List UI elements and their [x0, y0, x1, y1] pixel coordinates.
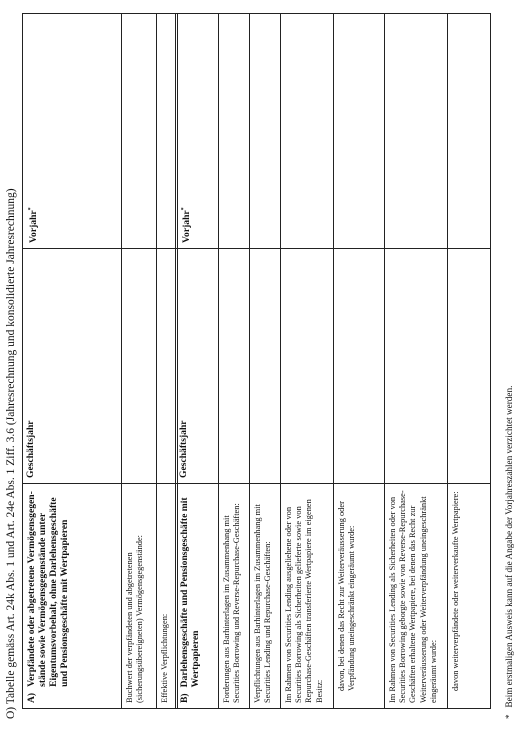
- table-b: [175, 13, 491, 709]
- section-b-cell-prior: [448, 14, 491, 249]
- section-b-row-label-sub: [334, 484, 385, 709]
- table-a-header-row: [23, 14, 122, 709]
- section-a-row-label: Buchwert der verpfändeten und abgetretenen (sicherungsübereigneten) Vermögensgegenstände:: [122, 484, 157, 709]
- section-a-row-label: Effektive Verpflichtungen:: [157, 484, 178, 709]
- section-a-heading-text: Verpfändete oder abgetretene Vermögensgegen-stände sowie Vermögensgegenstände unter Eigentumsvorbehalt, ohne Darlehensgeschäfte und Pensionsgeschäfte mit Wertpapieren: [26, 491, 70, 687]
- table-row: [281, 14, 334, 709]
- section-b-cell-prior: [250, 14, 281, 249]
- footnote-text: Beim erstmaligen Ausweis kann auf die Angabe der Vorjahreszahlen verzichtet werden.: [504, 385, 514, 708]
- section-a-heading: [23, 484, 122, 709]
- section-b-cell-current: [281, 249, 334, 484]
- table-row: [385, 14, 448, 709]
- section-b-col-current: Geschäftsjahr: [176, 249, 219, 484]
- section-b-heading: [176, 484, 219, 709]
- section-b-cell-current: [385, 249, 448, 484]
- section-a-col-prior-label: Vorjahr: [28, 210, 40, 243]
- section-a-cell-current: [122, 249, 157, 484]
- section-b-row-label-sub: [448, 484, 491, 709]
- section-b-heading-text: Darlehensgeschäfte und Pensionsgeschäfte mit Wertpapieren: [179, 497, 201, 688]
- table-row: [219, 14, 250, 709]
- section-b-cell-current: [334, 249, 385, 484]
- footnote-mark: *: [504, 714, 514, 719]
- section-b-col-prior: [176, 14, 219, 249]
- page-title: O) Tabelle gemäss Art. 24k Abs. 1 und Art. 24e Abs. 1 Ziff. 3.6 (Jahresrechnung und konsolidierte Jahresrechnung): [5, 188, 17, 719]
- section-b-col-prior-label: Vorjahr: [181, 210, 193, 243]
- table-a: [22, 13, 178, 709]
- section-a-letter: A): [26, 692, 37, 703]
- section-b-row-label: Im Rahmen von Securities Lending ausgeliehene oder von Securities Borrowing als Sicherheiten gelieferte sowie von Repurchase-Geschäften transferierte Wertpapiere im eigenen Besitz:: [281, 484, 334, 709]
- table-row: [250, 14, 281, 709]
- section-b-cell-prior: [334, 14, 385, 249]
- section-a-col-prior-mark: *: [28, 207, 34, 211]
- section-b-row-label: Verpflichtungen aus Barhinterlagen im Zusammenhang mit Securities Lending und Repurchase-Geschäften:: [250, 484, 281, 709]
- footnote: [503, 19, 515, 719]
- table-b-header-row: [176, 14, 219, 709]
- section-b-cell-current: [448, 249, 491, 484]
- section-b-letter: B): [179, 693, 190, 703]
- section-a-col-current: Geschäftsjahr: [23, 249, 122, 484]
- table-row: [448, 14, 491, 709]
- section-a-col-prior: [23, 14, 122, 249]
- section-b-cell-prior: [281, 14, 334, 249]
- section-b-cell-current: [219, 249, 250, 484]
- section-b-cell-prior: [219, 14, 250, 249]
- section-b-row-label: Forderungen aus Barhinterlagen im Zusammenhang mit Securities Borrowing und Reverse-Repurchase-Geschäften:: [219, 484, 250, 709]
- section-b-col-prior-mark: *: [181, 207, 187, 211]
- section-a-cell-prior: [122, 14, 157, 249]
- table-row: [334, 14, 385, 709]
- section-b-row-label-sub-text: davon, bei denen das Recht zur Weiterveräusserung oder Verpfändung uneingeschränkt eingeräumt wurde:: [337, 501, 357, 691]
- section-b-row-label: Im Rahmen von Securities Lending als Sicherheiten oder von Securities Borrowing geborgte sowie von Reverse-Repurchase-Geschäften erhaltene Wertpapiere, bei denen das Recht zur Weiterveräusserung oder Weiterverpfändung uneingeschränkt eingeräumt wurde:: [385, 484, 448, 709]
- section-b-cell-current: [250, 249, 281, 484]
- section-b-cell-prior: [385, 14, 448, 249]
- table-row: [122, 14, 157, 709]
- section-b-row-label-sub-text: davon weiterverpfändete oder weiterverkaufte Wertpapiere:: [451, 491, 460, 691]
